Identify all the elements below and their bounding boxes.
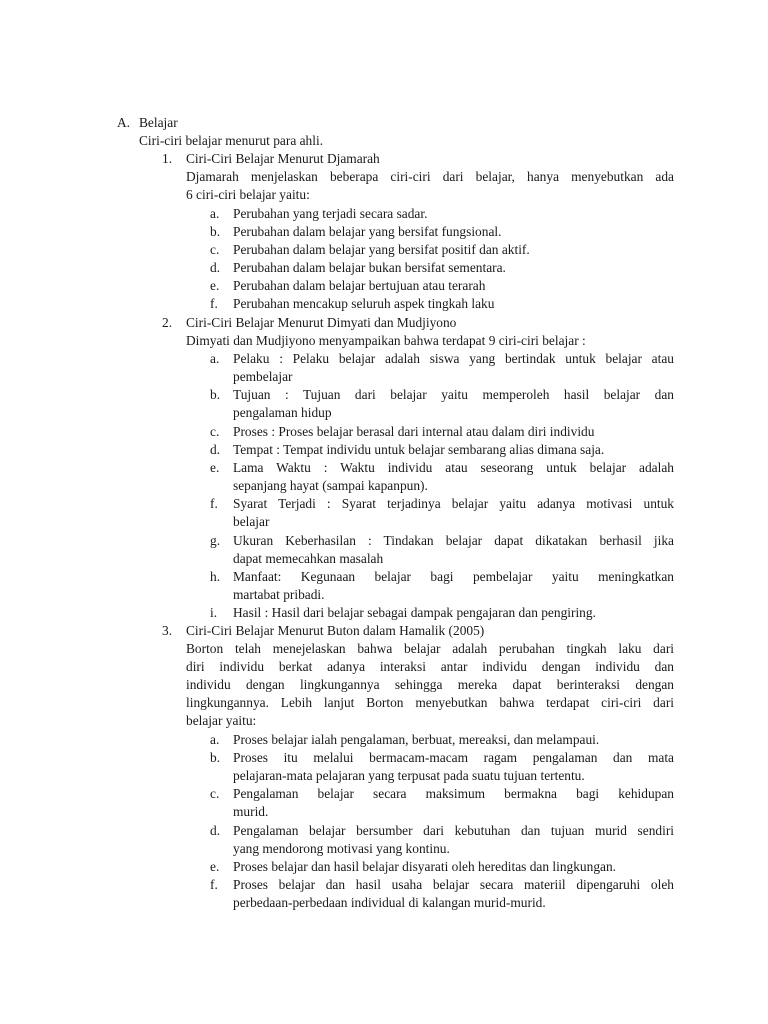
item-1-point-marker: b.: [210, 224, 221, 239]
section-title: Belajar: [139, 115, 178, 130]
item-3-point-text: pelajaran-mata pelajaran yang terpusat pada suatu tujuan tertentu.: [233, 768, 585, 783]
item-3-point-marker: f.: [210, 877, 218, 892]
item-3-point-text: Pengalaman belajar secara maksimum bermakna bagi kehidupan: [233, 786, 674, 801]
item-3-point-marker: a.: [210, 732, 220, 747]
item-2-point-text: Syarat Terjadi : Syarat terjadinya belajar yaitu adanya motivasi untuk: [233, 496, 674, 511]
item-2-point-text: sepanjang hayat (sampai kapanpun).: [233, 478, 428, 493]
item-3-paragraph-line: diri individu berkat adanya interaksi antar individu dengan individu dan: [186, 659, 674, 674]
item-2-point-marker: h.: [210, 569, 221, 584]
item-3-point-marker: c.: [210, 786, 220, 801]
item-2-point-marker: g.: [210, 533, 221, 548]
item-1-point-text: Perubahan dalam belajar bertujuan atau terarah: [233, 278, 486, 293]
item-3-point-marker: d.: [210, 823, 221, 838]
item-1-point-text: Perubahan dalam belajar bukan bersifat sementara.: [233, 260, 506, 275]
item-2-point-text: martabat pribadi.: [233, 587, 325, 602]
item-1-heading: Ciri-Ciri Belajar Menurut Djamarah: [186, 151, 380, 166]
item-2-point-text: Hasil : Hasil dari belajar sebagai dampak pengajaran dan pengiring.: [233, 605, 596, 620]
item-3-point-text: Proses belajar dan hasil usaha belajar secara materiil dipengaruhi oleh: [233, 877, 674, 892]
section-marker: A.: [117, 115, 131, 130]
item-1-point-marker: d.: [210, 260, 221, 275]
item-1-marker: 1.: [162, 151, 173, 166]
item-1-point-text: Perubahan dalam belajar yang bersifat fungsional.: [233, 224, 502, 239]
item-3-heading: Ciri-Ciri Belajar Menurut Buton dalam Hamalik (2005): [186, 623, 485, 638]
item-2-point-text: Ukuran Keberhasilan : Tindakan belajar dapat dikatakan berhasil jika: [233, 533, 674, 548]
item-2-point-marker: f.: [210, 496, 218, 511]
item-1-point-text: Perubahan yang terjadi secara sadar.: [233, 206, 428, 221]
item-3-paragraph-line: lingkungannya. Lebih lanjut Borton menyebutkan bahwa terdapat ciri-ciri dari: [186, 695, 674, 710]
item-2-point-text: Tujuan : Tujuan dari belajar yaitu memperoleh hasil belajar dan: [233, 387, 674, 402]
item-3-paragraph-line: individu dengan lingkungannya sehingga mereka dapat berinteraksi dengan: [186, 677, 674, 692]
item-1-paragraph-line: Djamarah menjelaskan beberapa ciri-ciri dari belajar, hanya menyebutkan ada: [186, 169, 674, 184]
item-1-point-marker: c.: [210, 242, 220, 257]
item-2-point-text: Manfaat: Kegunaan belajar bagi pembelajar yaitu meningkatkan: [233, 569, 674, 584]
item-2-point-marker: d.: [210, 442, 221, 457]
item-2-point-marker: e.: [210, 460, 220, 475]
item-2-point-text: Lama Waktu : Waktu individu atau seseorang untuk belajar adalah: [233, 460, 674, 475]
item-2-point-marker: a.: [210, 351, 220, 366]
item-3-point-text: Proses itu melalui bermacam-macam ragam pengalaman dan mata: [233, 750, 674, 765]
item-1-paragraph-line: 6 ciri-ciri belajar yaitu:: [186, 187, 310, 202]
item-3-point-text: Pengalaman belajar bersumber dari kebutuhan dan tujuan murid sendiri: [233, 823, 674, 838]
item-2-point-text: Pelaku : Pelaku belajar adalah siswa yang bertindak untuk belajar atau: [233, 351, 674, 366]
item-3-point-marker: b.: [210, 750, 221, 765]
item-1-point-text: Perubahan mencakup seluruh aspek tingkah laku: [233, 296, 495, 311]
item-2-marker: 2.: [162, 315, 173, 330]
item-3-point-marker: e.: [210, 859, 220, 874]
item-2-point-marker: b.: [210, 387, 221, 402]
item-2-point-text: Proses : Proses belajar berasal dari internal atau dalam diri individu: [233, 424, 595, 439]
section-intro: Ciri-ciri belajar menurut para ahli.: [139, 133, 324, 148]
item-2-heading: Ciri-Ciri Belajar Menurut Dimyati dan Mudjiyono: [186, 315, 457, 330]
item-2-point-text: pengalaman hidup: [233, 405, 332, 420]
item-2-point-text: belajar: [233, 514, 270, 529]
item-1-point-marker: f.: [210, 296, 218, 311]
item-1-point-marker: a.: [210, 206, 220, 221]
item-1-point-marker: e.: [210, 278, 220, 293]
item-2-point-text: dapat memecahkan masalah: [233, 551, 384, 566]
item-1-point-text: Perubahan dalam belajar yang bersifat positif dan aktif.: [233, 242, 530, 257]
item-2-point-marker: i.: [210, 605, 218, 620]
item-2-point-marker: c.: [210, 424, 220, 439]
item-3-point-text: yang mendorong motivasi yang kontinu.: [233, 841, 450, 856]
item-2-point-text: Tempat : Tempat individu untuk belajar sembarang alias dimana saja.: [233, 442, 605, 457]
item-3-paragraph-line: belajar yaitu:: [186, 713, 257, 728]
item-3-point-text: murid.: [233, 804, 269, 819]
item-3-point-text: perbedaan-perbedaan individual di kalangan murid-murid.: [233, 895, 546, 910]
item-3-paragraph-line: Borton telah menejelaskan bahwa belajar adalah perubahan tingkah laku dari: [186, 641, 674, 656]
item-2-paragraph-line: Dimyati dan Mudjiyono menyampaikan bahwa terdapat 9 ciri-ciri belajar :: [186, 333, 586, 348]
item-2-point-text: pembelajar: [233, 369, 293, 384]
item-3-point-text: Proses belajar dan hasil belajar disyarati oleh hereditas dan lingkungan.: [233, 859, 616, 874]
item-3-point-text: Proses belajar ialah pengalaman, berbuat, mereaksi, dan melampaui.: [233, 732, 600, 747]
item-3-marker: 3.: [162, 623, 173, 638]
